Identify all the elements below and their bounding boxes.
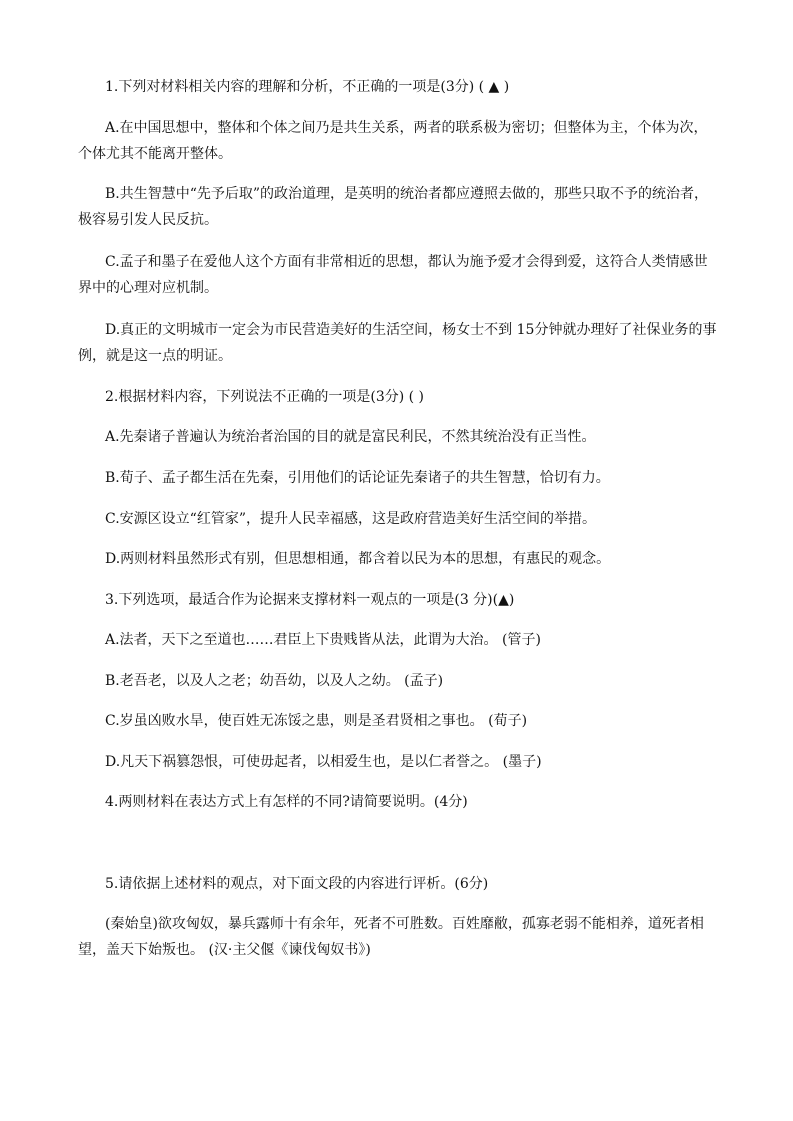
q1-option-c: C.孟子和墨子在爱他人这个方面有非常相近的思想，都认为施予爱才会得到爱，这符合人类情感世 [105,254,708,270]
q5-passage: (秦始皇)欲攻匈奴，暴兵露师十有余年，死者不可胜数。百姓靡敝，孤寡老弱不能相养，道死者相 [105,916,704,932]
q1-option-a: A.在中国思想中，整体和个体之间乃是共生关系，两者的联系极为密切；但整体为主，个体为次， [105,120,708,136]
q1-option-b: B.共生智慧中“先予后取”的政治道理，是英明的统治者都应遵照去做的，那些只取不予的统治者， [105,186,709,202]
q3-stem: 3.下列选项，最适合作为论据来支撑材料一观点的一项是(3 分)(▲) [105,592,515,608]
q1-option-c-cont: 界中的心理对应机制。 [78,280,218,296]
q3-option-d: D.凡天下祸篡怨恨，可使毋起者，以相爱生也，是以仁者誉之。 (墨子) [105,754,542,770]
q2-stem: 2.根据材料内容，下列说法不正确的一项是(3分) ( ) [105,389,425,405]
q2-option-b: B.荀子、孟子都生活在先秦，引用他们的话论证先秦诸子的共生智慧，恰切有力。 [105,470,610,486]
q3-option-a: A.法者，天下之至道也……君臣上下贵贱皆从法，此谓为大治。 (管子) [105,632,541,648]
q3-option-b: B.老吾老，以及人之老；幼吾幼，以及人之幼。 (孟子) [105,673,444,689]
q4-stem: 4.两则材料在表达方式上有怎样的不同?请简要说明。(4分) [105,794,468,810]
q2-option-c: C.安源区设立“红管家”，提升人民幸福感，这是政府营造美好生活空间的举措。 [105,511,596,527]
q1-option-d: D.真正的文明城市一定会为市民营造美好的生活空间，杨女士不到 15分钟就办理好了社保业务的事 [105,322,717,338]
q1-option-a-cont: 个体尤其不能离开整体。 [78,146,232,162]
q1-option-b-cont: 极容易引发人民反抗。 [78,212,218,228]
q2-option-a: A.先秦诸子普遍认为统治者治国的目的就是富民利民，不然其统治没有正当性。 [105,429,596,445]
q5-passage-cont: 望，盖天下始叛也。 (汉·主父偃《谏伐匈奴书》) [78,942,371,958]
q2-option-d: D.两则材料虽然形式有别，但思想相通，都含着以民为本的思想，有惠民的观念。 [105,551,611,567]
q3-option-c: C.岁虽凶败水旱，使百姓无冻馁之患，则是圣君贤相之事也。 (荀子) [105,713,528,729]
q1-option-d-cont: 例，就是这一点的明证。 [78,348,232,364]
q5-stem: 5.请依据上述材料的观点，对下面文段的内容进行评析。(6分) [105,876,489,892]
q1-stem: 1.下列对材料相关内容的理解和分析，不正确的一项是(3分) ( ▲ ) [105,79,510,95]
